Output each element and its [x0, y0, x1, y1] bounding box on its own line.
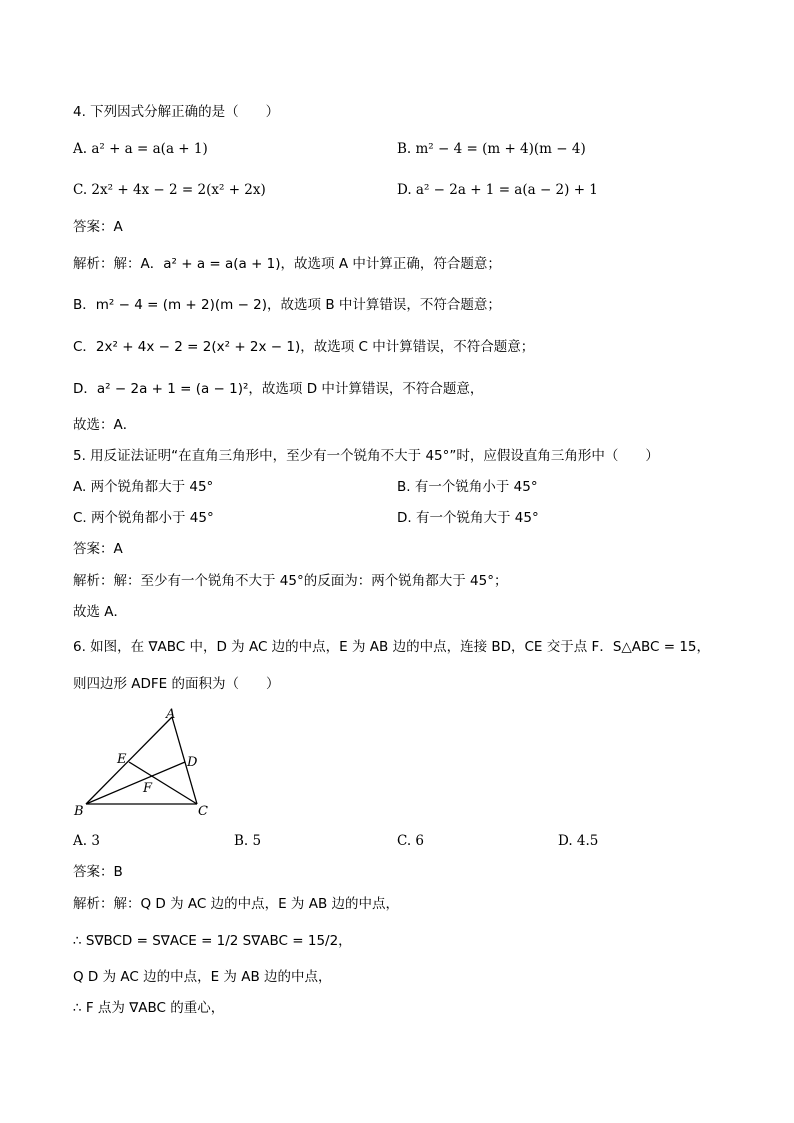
q5-answer: 答案：A	[73, 541, 123, 557]
point-label-e: E	[117, 752, 127, 767]
q6-analysis-line-1: 解析：解：Q D 为 AC 边的中点，E 为 AB 边的中点，	[73, 896, 400, 912]
q4-option-b: B. m² − 4 = (m + 4)(m − 4)	[397, 141, 586, 157]
point-label-d: D	[187, 755, 198, 770]
q5-option-d: D. 有一个锐角大于 45°	[397, 510, 539, 526]
q4-analysis-line-3: C．2x² + 4x − 2 = 2(x² + 2x − 1)，故选项 C 中计算错误，不符合题意；	[73, 339, 535, 355]
q5-analysis: 解析：解：至少有一个锐角不大于 45°的反面为：两个锐角都大于 45°；	[73, 573, 508, 589]
point-label-f: F	[143, 781, 153, 796]
q6-analysis-line-3: Q D 为 AC 边的中点，E 为 AB 边的中点，	[73, 969, 332, 985]
q5-stem: 5. 用反证法证明“在直角三角形中，至少有一个锐角不大于 45°”时，应假设直角三角形中（ ）	[73, 448, 659, 464]
q6-analysis-line-2: ∴ S∇BCD = S∇ACE = 1/2 S∇ABC = 15/2，	[73, 933, 352, 949]
q5-option-c: C. 两个锐角都小于 45°	[73, 510, 214, 526]
q4-option-c: C. 2x² + 4x − 2 = 2(x² + 2x)	[73, 182, 266, 198]
vertex-label-c: C	[198, 804, 208, 819]
q6-option-b: B. 5	[234, 833, 262, 849]
q5-option-a: A. 两个锐角都大于 45°	[73, 479, 214, 495]
q6-analysis-line-4: ∴ F 点为 ∇ABC 的重心，	[73, 1000, 225, 1016]
q6-stem-line-1: 6. 如图，在 ∇ABC 中，D 为 AC 边的中点，E 为 AB 边的中点，连接 BD，CE 交于点 F．S△ABC = 15，	[73, 639, 711, 655]
q4-option-d: D. a² − 2a + 1 = a(a − 2) + 1	[397, 182, 598, 198]
segment-bd	[86, 762, 185, 804]
q4-analysis-line-1: 解析：解：A．a² + a = a(a + 1)，故选项 A 中计算正确，符合题意；	[73, 256, 501, 272]
triangle-figure	[70, 705, 220, 824]
vertex-label-a: A	[166, 707, 176, 722]
vertex-label-b: B	[74, 804, 84, 819]
q4-option-a: A. a² + a = a(a + 1)	[73, 141, 208, 157]
side-ab	[86, 717, 172, 804]
q6-stem-line-2: 则四边形 ADFE 的面积为（ ）	[73, 676, 280, 692]
q6-answer: 答案：B	[73, 864, 123, 880]
q5-choose: 故选 A．	[73, 604, 128, 620]
triangle-diagram	[70, 705, 220, 820]
q4-choose: 故选：A．	[73, 417, 137, 433]
q5-option-b: B. 有一个锐角小于 45°	[397, 479, 538, 495]
q6-option-a: A. 3	[73, 833, 100, 849]
q6-option-d: D. 4.5	[558, 833, 599, 849]
q6-option-c: C. 6	[397, 833, 425, 849]
q4-analysis-line-4: D．a² − 2a + 1 = (a − 1)²，故选项 D 中计算错误，不符合题意，	[73, 381, 484, 397]
q4-analysis-line-2: B．m² − 4 = (m + 2)(m − 2)，故选项 B 中计算错误，不符合题意；	[73, 297, 501, 313]
q4-answer: 答案：A	[73, 219, 123, 235]
q4-stem: 4. 下列因式分解正确的是（ ）	[73, 104, 280, 120]
